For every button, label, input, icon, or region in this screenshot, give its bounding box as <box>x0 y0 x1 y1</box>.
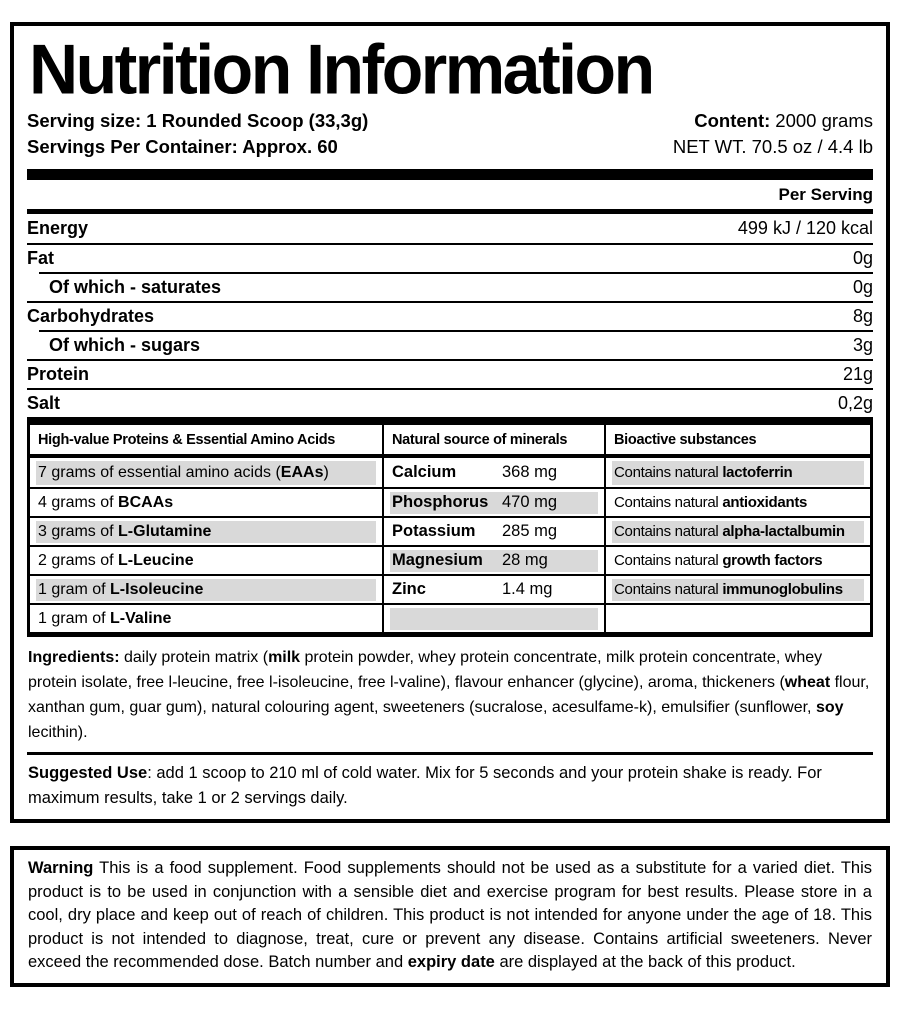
content-line <box>673 108 873 134</box>
bold-text: wheat <box>784 674 831 691</box>
mineral-amount: 368 mg <box>502 463 558 481</box>
nutrient-label: Of which - sugars <box>49 335 201 355</box>
bioactive-cell <box>604 574 870 603</box>
nutrient-row <box>27 359 873 388</box>
mineral-name: Phosphorus <box>392 493 489 511</box>
text: Contains natural <box>614 523 723 540</box>
detail-table-header: Natural source of minerals <box>382 425 604 458</box>
nutrient-label: Of which - saturates <box>49 277 222 297</box>
text: 3 grams of <box>38 522 119 540</box>
amino-cell <box>30 574 382 603</box>
bioactive-text <box>612 464 792 481</box>
text: 4 grams of <box>38 493 119 511</box>
nutrient-row-inner <box>39 330 873 359</box>
text: are displayed at the back of this product. <box>494 953 796 971</box>
nutrient-row-inner <box>27 214 873 243</box>
bioactive-text <box>612 523 845 540</box>
nutrient-row <box>27 214 873 243</box>
nutrient-row <box>27 330 873 359</box>
serving-size-text: Serving size: 1 Rounded Scoop (33,3g) <box>27 110 369 131</box>
nutrient-value: 8g <box>852 306 873 326</box>
nutrient-row <box>27 243 873 272</box>
bold-text: Suggested Use <box>28 764 148 782</box>
detail-table-header: High-value Proteins & Essential Amino Acids <box>30 425 382 458</box>
nutrient-row <box>27 272 873 301</box>
text: 2 grams of <box>38 551 119 569</box>
nutrient-label: Carbohydrates <box>27 306 155 326</box>
mineral-amount: 1.4 mg <box>502 580 553 598</box>
bold-text: L-Isoleucine <box>110 580 204 598</box>
bioactive-text <box>612 552 822 569</box>
bold-text: antioxidants <box>722 494 808 511</box>
warning-box <box>10 846 890 987</box>
nutrient-value: 0,2g <box>837 393 873 413</box>
suggested-use-text <box>27 755 873 813</box>
text: Contains natural <box>614 581 723 598</box>
mineral-cell <box>382 545 604 574</box>
text: daily protein matrix ( <box>119 649 269 666</box>
bold-text: lactoferrin <box>722 464 793 481</box>
amino-cell <box>30 487 382 516</box>
amino-text <box>36 610 171 628</box>
text: ) <box>323 463 329 481</box>
amino-text <box>36 464 329 482</box>
mineral-cell <box>382 487 604 516</box>
bold-text: immunoglobulins <box>722 581 843 598</box>
bold-text: Warning <box>28 859 94 877</box>
nutrient-value: 499 kJ / 120 kcal <box>737 218 873 238</box>
bioactive-text <box>612 581 843 598</box>
bold-text: L-Valine <box>110 609 172 627</box>
nutrient-row-inner <box>27 301 873 330</box>
text: 1 gram of <box>38 609 111 627</box>
per-serving-header: Per Serving <box>778 185 873 204</box>
bioactive-cell <box>604 603 870 632</box>
amino-cell <box>30 516 382 545</box>
text: 7 grams of essential amino acids ( <box>38 463 281 481</box>
mineral-amount: 470 mg <box>502 493 558 511</box>
mineral-name: Magnesium <box>392 551 483 569</box>
bioactive-cell <box>604 487 870 516</box>
serving-info <box>27 108 873 160</box>
text: This is a food supplement. Food supplements should not be used as a substitute for a varied diet. This product is to be used in conjunction with a sensible diet and exercise program for best results. Please store in a cool, dry place and keep out of reach of children. This product is not intended for anyone under the age of 18. This product is not intended to diagnose, treat, cure or prevent any disease. Contains artificial sweeteners. Never exceed the recommended dose. Batch number and <box>28 859 872 971</box>
nutrient-value: 0g <box>852 277 873 297</box>
amino-text <box>36 552 194 570</box>
serving-details <box>27 108 368 160</box>
text: Contains natural <box>614 464 723 481</box>
nutrient-row-inner <box>39 272 873 301</box>
table-top-bar <box>27 417 873 425</box>
amino-cell <box>30 545 382 574</box>
nutrient-label: Fat <box>27 248 54 268</box>
amino-text <box>36 523 211 541</box>
text: 1 gram of <box>38 580 111 598</box>
bioactive-cell <box>604 516 870 545</box>
mineral-name: Zinc <box>392 580 426 598</box>
mineral-cell <box>382 516 604 545</box>
page-title: Nutrition Information <box>29 29 653 109</box>
bold-text: L-Glutamine <box>118 522 212 540</box>
servings-per-container-text: Servings Per Container: Approx. 60 <box>27 136 338 157</box>
mineral-name: Potassium <box>392 522 476 540</box>
content-value: 2000 grams <box>775 110 873 131</box>
warning-text <box>28 857 872 975</box>
bioactive-cell <box>604 458 870 487</box>
mineral-cell <box>382 458 604 487</box>
nutrient-row <box>27 388 873 417</box>
bold-text: alpha-lactalbumin <box>722 523 845 540</box>
ingredients-text <box>27 637 873 752</box>
text: lecithin). <box>28 724 88 741</box>
amino-cell <box>30 458 382 487</box>
mineral-name: Calcium <box>392 463 457 481</box>
bold-text: EAAs <box>280 463 324 481</box>
text: protein powder, whey protein concentrate, milk protein concentrate, whey protein isolate, free l-leucine, free l-isoleucine, free l-valine), flavour enhancer (glycine), aroma, thickeners ( <box>28 649 823 691</box>
nutrient-value: 21g <box>842 364 873 384</box>
bold-text: L-Leucine <box>118 551 194 569</box>
bold-text: soy <box>815 699 844 716</box>
net-weight-text: NET WT. 70.5 oz / 4.4 lb <box>672 136 873 157</box>
amino-cell <box>30 603 382 632</box>
nutrient-row-inner <box>27 243 873 272</box>
nutrient-value: 3g <box>852 335 873 355</box>
nutrition-rows <box>27 214 873 417</box>
mineral-amount: 28 mg <box>502 551 548 569</box>
nutrient-label: Salt <box>27 393 61 413</box>
divider-thick-bar <box>27 169 873 180</box>
mineral-cell <box>382 603 604 632</box>
text: : add 1 scoop to 210 ml of cold water. Mix for 5 seconds and your protein shake is ready. For maximum results, take 1 or 2 servings daily. <box>28 764 822 807</box>
bioactive-cell <box>604 545 870 574</box>
nutrient-row <box>27 301 873 330</box>
bold-text: Ingredients: <box>28 649 120 666</box>
detail-table-header: Bioactive substances <box>604 425 870 458</box>
nutrition-label-panel <box>10 22 890 823</box>
bold-text: BCAAs <box>118 493 174 511</box>
bold-text: milk <box>268 649 301 666</box>
nutrient-value: 0g <box>852 248 873 268</box>
nutrient-row-inner <box>27 359 873 388</box>
amino-text <box>36 581 203 599</box>
bold-text: expiry date <box>407 953 495 971</box>
text: flour, xanthan gum, guar gum), natural colouring agent, sweeteners (sucralose, acesulfame-k), emulsifier (sunflower, <box>28 674 870 716</box>
amino-text <box>36 494 173 512</box>
bold-text: growth factors <box>722 552 823 569</box>
bioactive-text <box>612 494 807 511</box>
nutrient-row-inner <box>27 388 873 417</box>
text: Contains natural <box>614 552 723 569</box>
mineral-cell <box>382 574 604 603</box>
nutrient-label: Energy <box>27 218 89 238</box>
nutrient-label: Protein <box>27 364 90 384</box>
content-details <box>673 108 873 160</box>
content-label: Content: <box>694 110 771 131</box>
detail-table <box>27 425 873 632</box>
mineral-amount: 285 mg <box>502 522 558 540</box>
text: Contains natural <box>614 494 723 511</box>
